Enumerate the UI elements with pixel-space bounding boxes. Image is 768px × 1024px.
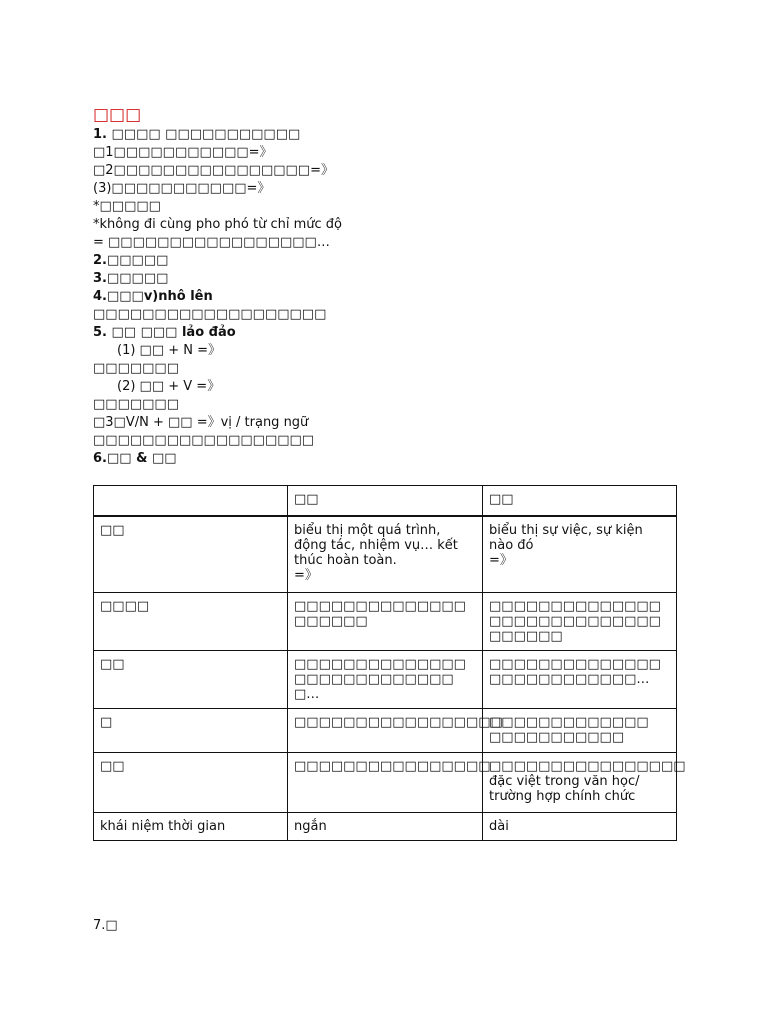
line-4: (3)□□□□□□□□□□□=》 (93, 181, 271, 196)
table-row (94, 709, 677, 753)
line-17: □3□V/N + □□ =》vị / trạng ngữ (93, 415, 309, 430)
line-11: □□□□□□□□□□□□□□□□□□□ (93, 307, 327, 322)
line-18: □□□□□□□□□□□□□□□□□□ (93, 433, 315, 448)
line-19: 6.□□ & □□ (93, 451, 177, 466)
table-cell: biểu thị sự việc, sự kiện nào đó =》 (483, 516, 677, 593)
table-cell: □ (94, 709, 288, 753)
line-10: 4.□□□v)nhô lên (93, 289, 213, 304)
line-6: *không đi cùng pho phó từ chỉ mức độ (93, 217, 342, 232)
table-cell: □□□□□□□□□□□□□□□□□□□□□□□□□□… (483, 651, 677, 709)
table-cell: □□□□□□□□□□□□□ □□□□□□□□□□□ (483, 709, 677, 753)
table-cell: □□□□□□□□□□□□□□□□ (288, 753, 483, 813)
line-7: = □□□□□□□□□□□□□□□□□… (93, 235, 330, 250)
table-cell: □□□□□□□□□□□□□□□□□ (288, 709, 483, 753)
table-cell: □□ (94, 516, 288, 593)
table-row (94, 753, 677, 813)
comparison-table (93, 485, 686, 841)
line-15: (2) □□ + V =》 (117, 379, 221, 394)
line-2: □1□□□□□□□□□□□=》 (93, 145, 273, 160)
table-header-cell: □□ (288, 486, 483, 517)
line-1: 1. □□□□ □□□□□□□□□□□ (93, 127, 301, 142)
table-cell: biểu thị một quá trình, động tác, nhiệm vụ… kết thúc hoàn toàn. =》 (288, 516, 483, 593)
table-row (94, 651, 677, 709)
line-12: 5. □□ □□□ lảo đảo (93, 325, 236, 340)
line-14: □□□□□□□ (93, 361, 179, 376)
table-cell: □□□□ (94, 593, 288, 651)
line-16: □□□□□□□ (93, 397, 179, 412)
line-13: (1) □□ + N =》 (117, 343, 222, 358)
table-cell: ngắn (288, 813, 483, 841)
table-cell: □□ (94, 753, 288, 813)
table-cell: □□ (94, 651, 288, 709)
footer-line: 7.□ (93, 918, 118, 933)
table-cell: □□□□□□□□□□□□□□□□□□□□□□□□□□□□… (288, 651, 483, 709)
line-9: 3.□□□□□ (93, 271, 169, 286)
table-row (94, 593, 677, 651)
line-3: □2□□□□□□□□□□□□□□□□=》 (93, 163, 334, 178)
table-cell: □□□□□□□□□□□□□□□□□□□□ (288, 593, 483, 651)
table-header-row (94, 486, 677, 517)
table-cell: □□□□□□□□□□□□□□□□ đặc việt trong văn học/ trường hợp chính chức (483, 753, 677, 813)
table-cell: □□□□□□□□□□□□□□□□□□□□□□□□□□□□□□□□□□ (483, 593, 677, 651)
table-header-cell (94, 486, 288, 517)
document-body (93, 104, 683, 468)
document-title: □□□ (93, 105, 142, 125)
table-cell: khái niệm thời gian (94, 813, 288, 841)
table-row (94, 813, 677, 841)
table-cell: dài (483, 813, 677, 841)
line-8: 2.□□□□□ (93, 253, 169, 268)
table-row (94, 516, 677, 593)
table-header-cell: □□ (483, 486, 677, 517)
line-5: *□□□□□ (93, 199, 161, 214)
